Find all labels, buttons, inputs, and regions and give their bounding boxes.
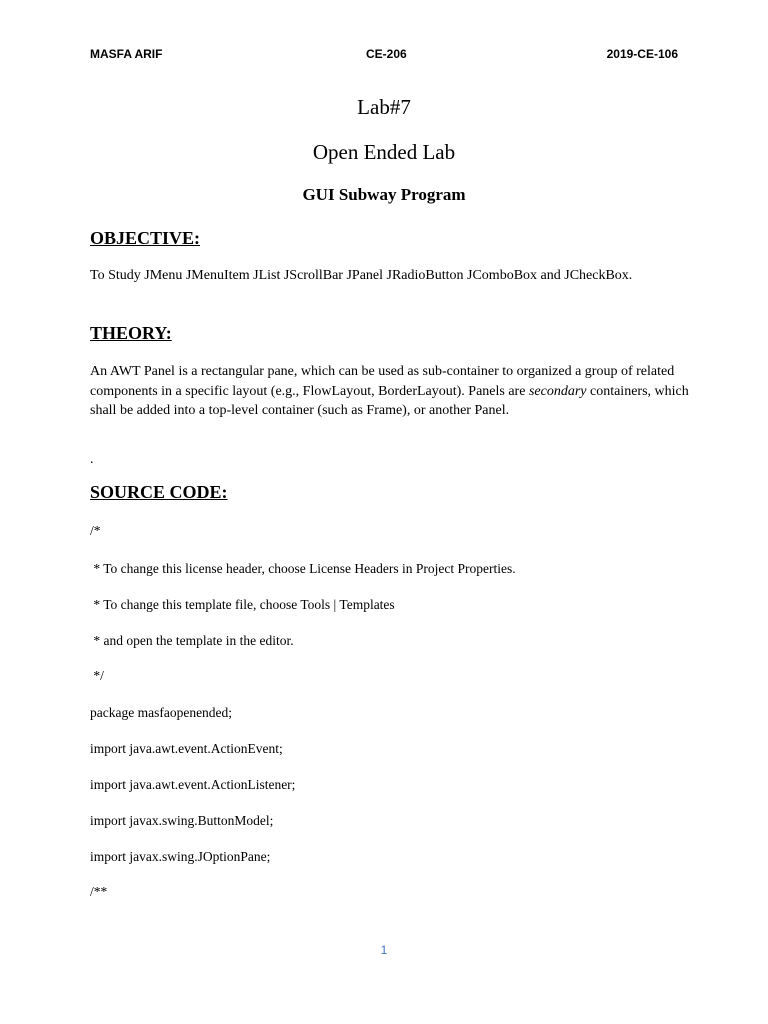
code-line: package masfaopenended; bbox=[90, 705, 233, 720]
header-course: CE-206 bbox=[366, 47, 407, 61]
page-header bbox=[0, 47, 768, 65]
code-line: */ bbox=[90, 668, 104, 683]
code-line: * and open the template in the editor. bbox=[90, 633, 294, 648]
source-code-heading: SOURCE CODE: bbox=[90, 482, 228, 502]
code-line: import javax.swing.ButtonModel; bbox=[90, 813, 274, 828]
theory-text-part-b: containers, which shall be added into a top-level container (such as Frame), or another Panel. bbox=[90, 383, 689, 418]
lab-title: Lab#7 bbox=[357, 95, 411, 119]
code-line: import javax.swing.JOptionPane; bbox=[90, 849, 271, 864]
code-line: * To change this license header, choose License Headers in Project Properties. bbox=[90, 561, 516, 576]
theory-text bbox=[90, 362, 690, 421]
theory-heading: THEORY: bbox=[90, 323, 172, 343]
code-line: * To change this template file, choose Tools | Templates bbox=[90, 597, 395, 612]
program-title: GUI Subway Program bbox=[302, 185, 466, 204]
header-author: MASFA ARIF bbox=[90, 47, 163, 61]
code-line: /** bbox=[90, 884, 108, 899]
code-line: import java.awt.event.ActionListener; bbox=[90, 777, 296, 792]
page-number: 1 bbox=[380, 943, 388, 957]
theory-trailing-dot: . bbox=[90, 452, 94, 467]
header-reg-no: 2019-CE-106 bbox=[606, 47, 678, 61]
objective-text: To Study JMenu JMenuItem JList JScrollBar JPanel JRadioButton JComboBox and JCheckBox. bbox=[90, 268, 633, 283]
lab-subtitle: Open Ended Lab bbox=[312, 140, 456, 164]
code-line: import java.awt.event.ActionEvent; bbox=[90, 741, 283, 756]
theory-text-part-a: An AWT Panel is a rectangular pane, which can be used as sub-container to organized a group of related components in a specific layout (e.g., FlowLayout, BorderLayout). Panels are bbox=[90, 364, 675, 399]
code-line: /* bbox=[90, 523, 101, 538]
theory-text-emphasis: secondary bbox=[528, 383, 587, 399]
objective-heading: OBJECTIVE: bbox=[90, 228, 201, 248]
